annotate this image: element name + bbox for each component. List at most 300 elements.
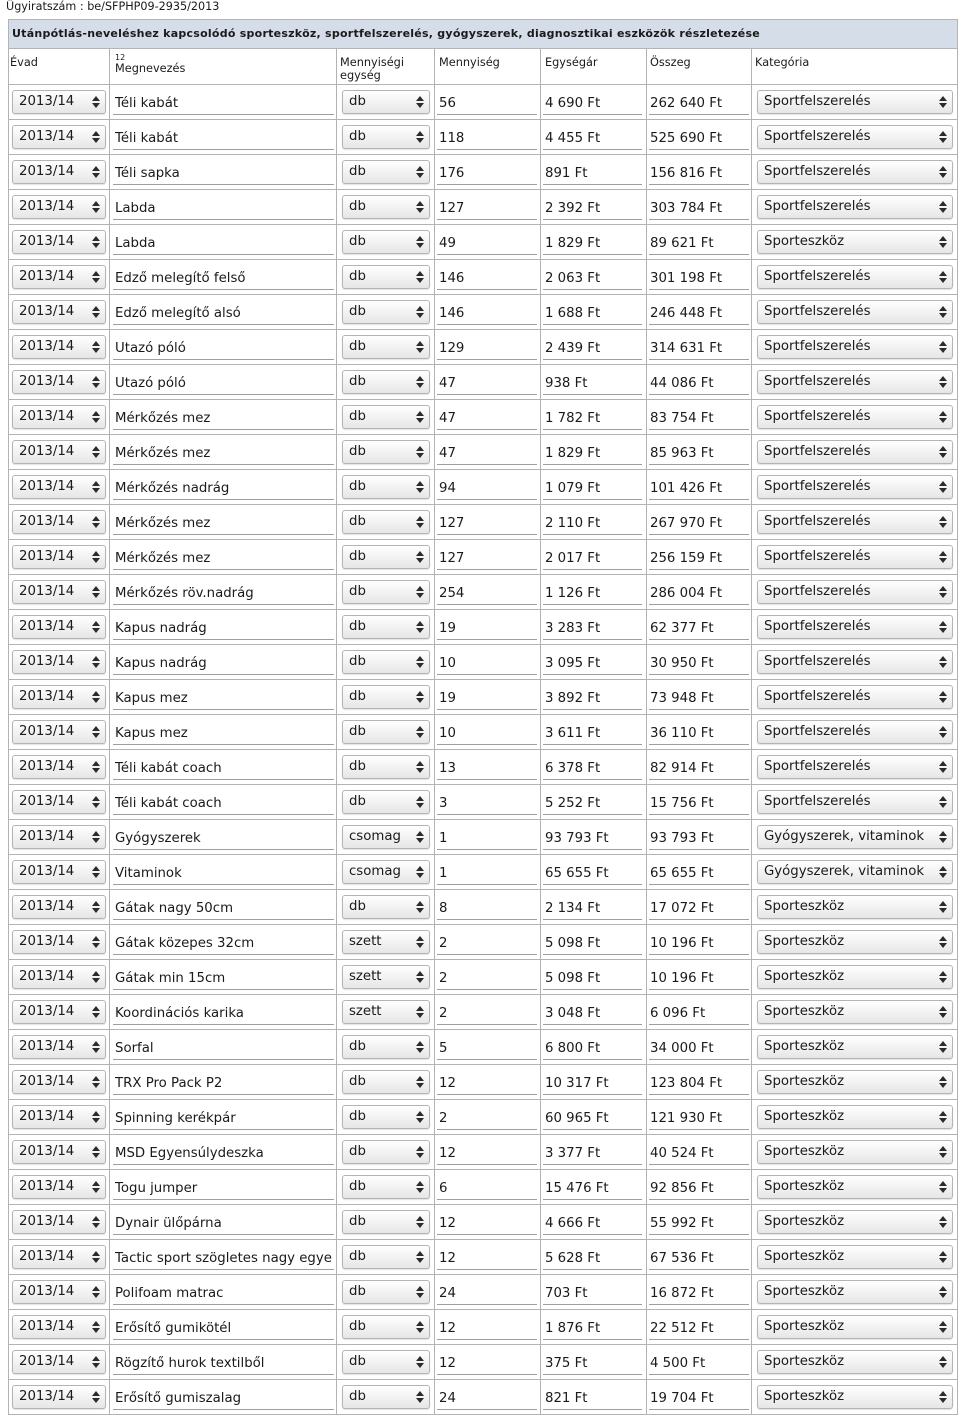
name-field[interactable]: Edző melegítő alsó xyxy=(113,303,334,325)
unit-price-field[interactable]: 2 134 Ft xyxy=(543,898,642,920)
unit-price-field[interactable]: 938 Ft xyxy=(543,373,642,395)
season-select[interactable] xyxy=(12,440,106,464)
total-field[interactable]: 22 512 Ft xyxy=(649,1318,749,1340)
season-select[interactable] xyxy=(12,370,106,394)
category-select[interactable] xyxy=(757,790,953,814)
unit-select[interactable] xyxy=(342,160,430,184)
unit-price-field[interactable]: 1 829 Ft xyxy=(543,233,642,255)
total-field[interactable]: 16 872 Ft xyxy=(649,1283,749,1305)
unit-price-field[interactable]: 93 793 Ft xyxy=(543,828,642,850)
season-select[interactable] xyxy=(12,685,106,709)
unit-select[interactable] xyxy=(342,650,430,674)
name-field[interactable]: Kapus nadrág xyxy=(113,653,334,675)
unit-select[interactable] xyxy=(342,1280,430,1304)
unit-price-field[interactable]: 2 439 Ft xyxy=(543,338,642,360)
unit-select[interactable] xyxy=(342,965,430,989)
unit-price-field[interactable]: 5 252 Ft xyxy=(543,793,642,815)
season-select[interactable] xyxy=(12,755,106,779)
season-select[interactable] xyxy=(12,265,106,289)
unit-price-cell xyxy=(541,540,647,575)
quantity-field[interactable]: 13 xyxy=(437,758,537,780)
name-field[interactable]: Téli sapka xyxy=(113,163,334,185)
name-field[interactable]: Gátak min 15cm xyxy=(113,968,334,990)
season-select[interactable] xyxy=(12,300,106,324)
unit-price-field[interactable]: 5 628 Ft xyxy=(543,1248,642,1270)
unit-select[interactable] xyxy=(342,895,430,919)
category-select[interactable] xyxy=(757,545,953,569)
quantity-field[interactable]: 12 xyxy=(437,1353,537,1375)
name-field[interactable]: Labda xyxy=(113,198,334,220)
season-select[interactable] xyxy=(12,1315,106,1339)
name-field[interactable]: Utazó póló xyxy=(113,338,334,360)
season-select[interactable] xyxy=(12,510,106,534)
up-down-arrows-icon-glyph xyxy=(939,1251,947,1263)
category-select[interactable] xyxy=(757,685,953,709)
category-select[interactable] xyxy=(757,1000,953,1024)
quantity-field[interactable]: 254 xyxy=(437,583,537,605)
season-select[interactable] xyxy=(12,195,106,219)
up-down-arrows-icon xyxy=(92,1356,100,1368)
season-select-value: 2013/14 xyxy=(19,1004,75,1019)
season-select[interactable] xyxy=(12,720,106,744)
unit-select[interactable] xyxy=(342,1350,430,1374)
name-field[interactable]: Mérkőzés röv.nadrág xyxy=(113,583,334,605)
total-field[interactable]: 156 816 Ft xyxy=(649,163,749,185)
unit-price-field[interactable]: 1 829 Ft xyxy=(543,443,642,465)
unit-price-field[interactable]: 3 048 Ft xyxy=(543,1003,642,1025)
total-field[interactable]: 256 159 Ft xyxy=(649,548,749,570)
unit-select[interactable] xyxy=(342,335,430,359)
category-select[interactable] xyxy=(757,1210,953,1234)
unit-select[interactable] xyxy=(342,1105,430,1129)
total-field[interactable]: 89 621 Ft xyxy=(649,233,749,255)
name-field[interactable]: Erősítő gumiszalag xyxy=(113,1388,334,1410)
total-field[interactable]: 67 536 Ft xyxy=(649,1248,749,1270)
name-field[interactable]: Sorfal xyxy=(113,1038,334,1060)
unit-select[interactable] xyxy=(342,1175,430,1199)
category-cell xyxy=(752,855,958,890)
unit-price-field[interactable]: 5 098 Ft xyxy=(543,968,642,990)
unit-select[interactable] xyxy=(342,405,430,429)
name-cell xyxy=(110,1275,337,1310)
quantity-field[interactable]: 19 xyxy=(437,688,537,710)
category-select[interactable] xyxy=(757,405,953,429)
season-select[interactable] xyxy=(12,1000,106,1024)
unit-price-field[interactable]: 891 Ft xyxy=(543,163,642,185)
unit-select[interactable] xyxy=(342,1000,430,1024)
category-cell xyxy=(752,400,958,435)
quantity-field[interactable]: 10 xyxy=(437,653,537,675)
season-select[interactable] xyxy=(12,160,106,184)
quantity-field[interactable]: 1 xyxy=(437,863,537,885)
unit-select[interactable] xyxy=(342,265,430,289)
unit-select[interactable] xyxy=(342,790,430,814)
season-select-value: 2013/14 xyxy=(19,1074,75,1089)
total-field[interactable]: 93 793 Ft xyxy=(649,828,749,850)
unit-select[interactable] xyxy=(342,300,430,324)
quantity-field[interactable]: 5 xyxy=(437,1038,537,1060)
unit-price-field[interactable]: 3 892 Ft xyxy=(543,688,642,710)
name-field[interactable]: Mérkőzés mez xyxy=(113,408,334,430)
up-down-arrows-icon-glyph xyxy=(92,1391,100,1403)
total-field[interactable]: 40 524 Ft xyxy=(649,1143,749,1165)
unit-price-field[interactable]: 1 079 Ft xyxy=(543,478,642,500)
name-field[interactable]: Togu jumper xyxy=(113,1178,334,1200)
unit-price-field[interactable]: 4 690 Ft xyxy=(543,93,642,115)
total-field[interactable]: 123 804 Ft xyxy=(649,1073,749,1095)
unit-select[interactable] xyxy=(342,475,430,499)
unit-select[interactable] xyxy=(342,440,430,464)
quantity-field[interactable]: 3 xyxy=(437,793,537,815)
unit-select[interactable] xyxy=(342,195,430,219)
category-select[interactable] xyxy=(757,370,953,394)
up-down-arrows-icon xyxy=(92,1006,100,1018)
quantity-field[interactable]: 6 xyxy=(437,1178,537,1200)
name-field[interactable]: Téli kabát coach xyxy=(113,793,334,815)
unit-select[interactable] xyxy=(342,125,430,149)
category-select[interactable] xyxy=(757,1315,953,1339)
total-field[interactable]: 267 970 Ft xyxy=(649,513,749,535)
quantity-field[interactable]: 12 xyxy=(437,1248,537,1270)
season-select[interactable] xyxy=(12,125,106,149)
quantity-field[interactable]: 127 xyxy=(437,198,537,220)
table-row xyxy=(8,960,958,995)
quantity-field[interactable]: 10 xyxy=(437,723,537,745)
unit-select-value: db xyxy=(349,1249,366,1264)
quantity-field[interactable]: 12 xyxy=(437,1213,537,1235)
unit-price-field[interactable]: 15 476 Ft xyxy=(543,1178,642,1200)
category-select[interactable] xyxy=(757,1070,953,1094)
quantity-field[interactable]: 176 xyxy=(437,163,537,185)
up-down-arrows-icon-glyph xyxy=(416,96,424,108)
quantity-field[interactable]: 94 xyxy=(437,478,537,500)
total-field[interactable]: 34 000 Ft xyxy=(649,1038,749,1060)
name-field[interactable]: Gátak nagy 50cm xyxy=(113,898,334,920)
season-select[interactable] xyxy=(12,615,106,639)
unit-price-field[interactable]: 1 126 Ft xyxy=(543,583,642,605)
category-select[interactable] xyxy=(757,825,953,849)
total-field[interactable]: 6 096 Ft xyxy=(649,1003,749,1025)
category-select[interactable] xyxy=(757,335,953,359)
category-select[interactable] xyxy=(757,1175,953,1199)
category-select[interactable] xyxy=(757,265,953,289)
total-field[interactable]: 286 004 Ft xyxy=(649,583,749,605)
season-select[interactable] xyxy=(12,790,106,814)
season-select[interactable] xyxy=(12,1245,106,1269)
quantity-field[interactable]: 49 xyxy=(437,233,537,255)
total-field[interactable]: 246 448 Ft xyxy=(649,303,749,325)
unit-select[interactable] xyxy=(342,1070,430,1094)
name-field[interactable]: Mérkőzés nadrág xyxy=(113,478,334,500)
up-down-arrows-icon xyxy=(416,971,424,983)
quantity-cell xyxy=(435,1170,541,1205)
unit-price-cell xyxy=(541,785,647,820)
total-field[interactable]: 525 690 Ft xyxy=(649,128,749,150)
unit-price-field[interactable]: 10 317 Ft xyxy=(543,1073,642,1095)
quantity-cell xyxy=(435,960,541,995)
total-field[interactable]: 314 631 Ft xyxy=(649,338,749,360)
quantity-field[interactable]: 118 xyxy=(437,128,537,150)
season-select[interactable] xyxy=(12,405,106,429)
total-field[interactable]: 301 198 Ft xyxy=(649,268,749,290)
category-select[interactable] xyxy=(757,1245,953,1269)
unit-select[interactable] xyxy=(342,615,430,639)
category-select[interactable] xyxy=(757,195,953,219)
unit-select[interactable] xyxy=(342,930,430,954)
total-field[interactable]: 62 377 Ft xyxy=(649,618,749,640)
total-field[interactable]: 55 992 Ft xyxy=(649,1213,749,1235)
unit-price-field[interactable]: 375 Ft xyxy=(543,1353,642,1375)
unit-select[interactable] xyxy=(342,1315,430,1339)
name-field[interactable]: Mérkőzés mez xyxy=(113,513,334,535)
season-select[interactable] xyxy=(12,90,106,114)
unit-select[interactable] xyxy=(342,510,430,534)
name-field[interactable]: Gátak közepes 32cm xyxy=(113,933,334,955)
total-field[interactable]: 262 640 Ft xyxy=(649,93,749,115)
unit-select[interactable] xyxy=(342,825,430,849)
unit-price-field[interactable]: 3 283 Ft xyxy=(543,618,642,640)
total-field[interactable]: 82 914 Ft xyxy=(649,758,749,780)
unit-select[interactable] xyxy=(342,860,430,884)
name-field[interactable]: Koordinációs karika xyxy=(113,1003,334,1025)
quantity-field[interactable]: 2 xyxy=(437,1003,537,1025)
category-cell xyxy=(752,295,958,330)
total-field[interactable]: 4 500 Ft xyxy=(649,1353,749,1375)
season-select[interactable] xyxy=(12,1070,106,1094)
total-field[interactable]: 10 196 Ft xyxy=(649,933,749,955)
unit-select[interactable] xyxy=(342,720,430,744)
category-select[interactable] xyxy=(757,720,953,744)
unit-price-field[interactable]: 1 782 Ft xyxy=(543,408,642,430)
unit-select[interactable] xyxy=(342,90,430,114)
quantity-field[interactable]: 146 xyxy=(437,303,537,325)
season-select[interactable] xyxy=(12,1140,106,1164)
quantity-field[interactable]: 127 xyxy=(437,548,537,570)
name-field[interactable]: Spinning kerékpár xyxy=(113,1108,334,1130)
season-select[interactable] xyxy=(12,475,106,499)
quantity-field[interactable]: 2 xyxy=(437,968,537,990)
name-field[interactable]: MSD Egyensúlydeszka xyxy=(113,1143,334,1165)
season-select[interactable] xyxy=(12,1210,106,1234)
unit-select[interactable] xyxy=(342,1035,430,1059)
category-select[interactable] xyxy=(757,125,953,149)
unit-select[interactable] xyxy=(342,230,430,254)
unit-price-field[interactable]: 5 098 Ft xyxy=(543,933,642,955)
total-field[interactable]: 92 856 Ft xyxy=(649,1178,749,1200)
total-cell xyxy=(647,365,752,400)
name-field[interactable]: Rögzítő hurok textilből xyxy=(113,1353,334,1375)
unit-select[interactable] xyxy=(342,685,430,709)
total-field[interactable]: 85 963 Ft xyxy=(649,443,749,465)
unit-price-field[interactable]: 60 965 Ft xyxy=(543,1108,642,1130)
quantity-field[interactable]: 8 xyxy=(437,898,537,920)
total-field[interactable]: 303 784 Ft xyxy=(649,198,749,220)
name-field[interactable]: Labda xyxy=(113,233,334,255)
unit-select[interactable] xyxy=(342,545,430,569)
unit-cell xyxy=(337,575,435,610)
total-field[interactable]: 15 756 Ft xyxy=(649,793,749,815)
season-select[interactable] xyxy=(12,335,106,359)
unit-price-field[interactable]: 6 378 Ft xyxy=(543,758,642,780)
name-field[interactable]: Kapus mez xyxy=(113,688,334,710)
category-select[interactable] xyxy=(757,755,953,779)
quantity-field[interactable]: 47 xyxy=(437,373,537,395)
category-select[interactable] xyxy=(757,615,953,639)
name-field[interactable]: Téli kabát xyxy=(113,93,334,115)
quantity-cell xyxy=(435,1275,541,1310)
quantity-field[interactable]: 12 xyxy=(437,1073,537,1095)
name-field[interactable]: Mérkőzés mez xyxy=(113,443,334,465)
category-select[interactable] xyxy=(757,440,953,464)
season-select[interactable] xyxy=(12,545,106,569)
name-field[interactable]: Vitaminok xyxy=(113,863,334,885)
category-select-value: Sportfelszerelés xyxy=(764,444,871,459)
total-field[interactable]: 44 086 Ft xyxy=(649,373,749,395)
unit-select[interactable] xyxy=(342,370,430,394)
season-select[interactable] xyxy=(12,650,106,674)
unit-price-field[interactable]: 703 Ft xyxy=(543,1283,642,1305)
unit-select[interactable] xyxy=(342,1210,430,1234)
up-down-arrows-icon-glyph xyxy=(939,446,947,458)
total-field[interactable]: 10 196 Ft xyxy=(649,968,749,990)
up-down-arrows-icon xyxy=(416,761,424,773)
season-select[interactable] xyxy=(12,1385,106,1409)
quantity-field[interactable]: 19 xyxy=(437,618,537,640)
unit-price-field[interactable]: 65 655 Ft xyxy=(543,863,642,885)
unit-select[interactable] xyxy=(342,755,430,779)
total-field[interactable]: 36 110 Ft xyxy=(649,723,749,745)
quantity-field[interactable]: 12 xyxy=(437,1318,537,1340)
category-select[interactable] xyxy=(757,475,953,499)
name-field[interactable]: Gyógyszerek xyxy=(113,828,334,850)
up-down-arrows-icon xyxy=(939,306,947,318)
total-field[interactable]: 30 950 Ft xyxy=(649,653,749,675)
season-select[interactable] xyxy=(12,965,106,989)
unit-price-field[interactable]: 2 392 Ft xyxy=(543,198,642,220)
unit-price-field[interactable]: 3 611 Ft xyxy=(543,723,642,745)
name-field[interactable]: Mérkőzés mez xyxy=(113,548,334,570)
total-field[interactable]: 19 704 Ft xyxy=(649,1388,749,1410)
name-field[interactable]: TRX Pro Pack P2 xyxy=(113,1073,334,1095)
quantity-field[interactable]: 146 xyxy=(437,268,537,290)
unit-price-field[interactable]: 3 095 Ft xyxy=(543,653,642,675)
season-select[interactable] xyxy=(12,825,106,849)
quantity-field[interactable]: 24 xyxy=(437,1283,537,1305)
quantity-field[interactable]: 1 xyxy=(437,828,537,850)
name-field[interactable]: Edző melegítő felső xyxy=(113,268,334,290)
name-field[interactable]: Kapus mez xyxy=(113,723,334,745)
unit-price-field[interactable]: 3 377 Ft xyxy=(543,1143,642,1165)
name-field[interactable]: Polifoam matrac xyxy=(113,1283,334,1305)
category-select[interactable] xyxy=(757,300,953,324)
name-field[interactable]: Kapus nadrág xyxy=(113,618,334,640)
season-select[interactable] xyxy=(12,1175,106,1199)
season-select[interactable] xyxy=(12,1105,106,1129)
category-select[interactable] xyxy=(757,860,953,884)
season-select[interactable] xyxy=(12,930,106,954)
season-select[interactable] xyxy=(12,860,106,884)
category-select[interactable] xyxy=(757,1140,953,1164)
quantity-field[interactable]: 56 xyxy=(437,93,537,115)
unit-select[interactable] xyxy=(342,580,430,604)
category-select[interactable] xyxy=(757,1035,953,1059)
up-down-arrows-icon-glyph xyxy=(92,1356,100,1368)
up-down-arrows-icon xyxy=(416,831,424,843)
season-select[interactable] xyxy=(12,895,106,919)
name-cell xyxy=(110,890,337,925)
total-field[interactable]: 65 655 Ft xyxy=(649,863,749,885)
unit-select[interactable] xyxy=(342,1140,430,1164)
name-field[interactable]: Téli kabát coach xyxy=(113,758,334,780)
season-select[interactable] xyxy=(12,580,106,604)
quantity-field[interactable]: 2 xyxy=(437,1108,537,1130)
unit-price-field[interactable]: 1 876 Ft xyxy=(543,1318,642,1340)
name-field[interactable]: Utazó póló xyxy=(113,373,334,395)
season-cell xyxy=(8,715,110,750)
category-select[interactable] xyxy=(757,1350,953,1374)
category-select[interactable] xyxy=(757,160,953,184)
category-select[interactable] xyxy=(757,965,953,989)
unit-price-field[interactable]: 2 110 Ft xyxy=(543,513,642,535)
category-select[interactable] xyxy=(757,580,953,604)
category-select[interactable] xyxy=(757,930,953,954)
total-field[interactable]: 83 754 Ft xyxy=(649,408,749,430)
unit-price-field[interactable]: 4 455 Ft xyxy=(543,128,642,150)
category-select[interactable] xyxy=(757,895,953,919)
category-select[interactable] xyxy=(757,1280,953,1304)
category-select[interactable] xyxy=(757,1105,953,1129)
name-field[interactable]: Téli kabát xyxy=(113,128,334,150)
unit-price-field[interactable]: 4 666 Ft xyxy=(543,1213,642,1235)
name-field[interactable]: Dynair ülőpárna xyxy=(113,1213,334,1235)
season-select[interactable] xyxy=(12,230,106,254)
quantity-field[interactable]: 47 xyxy=(437,443,537,465)
quantity-field[interactable]: 47 xyxy=(437,408,537,430)
unit-price-field[interactable]: 6 800 Ft xyxy=(543,1038,642,1060)
unit-price-field[interactable]: 821 Ft xyxy=(543,1388,642,1410)
season-select[interactable] xyxy=(12,1350,106,1374)
quantity-field[interactable]: 2 xyxy=(437,933,537,955)
category-select[interactable] xyxy=(757,90,953,114)
category-select[interactable] xyxy=(757,1385,953,1409)
total-field[interactable]: 17 072 Ft xyxy=(649,898,749,920)
category-select[interactable] xyxy=(757,230,953,254)
total-field[interactable]: 121 930 Ft xyxy=(649,1108,749,1130)
name-field[interactable]: Tactic sport szögletes nagy egye xyxy=(113,1248,334,1270)
unit-select[interactable] xyxy=(342,1245,430,1269)
season-select[interactable] xyxy=(12,1280,106,1304)
unit-price-field[interactable]: 1 688 Ft xyxy=(543,303,642,325)
total-field[interactable]: 101 426 Ft xyxy=(649,478,749,500)
total-field[interactable]: 73 948 Ft xyxy=(649,688,749,710)
category-select[interactable] xyxy=(757,510,953,534)
up-down-arrows-icon-glyph xyxy=(416,796,424,808)
quantity-field[interactable]: 24 xyxy=(437,1388,537,1410)
unit-select[interactable] xyxy=(342,1385,430,1409)
up-down-arrows-icon-glyph xyxy=(92,936,100,948)
unit-price-field[interactable]: 2 017 Ft xyxy=(543,548,642,570)
quantity-cell xyxy=(435,1345,541,1380)
up-down-arrows-icon-glyph xyxy=(92,796,100,808)
unit-price-field[interactable]: 2 063 Ft xyxy=(543,268,642,290)
season-select[interactable] xyxy=(12,1035,106,1059)
quantity-field[interactable]: 129 xyxy=(437,338,537,360)
quantity-field[interactable]: 12 xyxy=(437,1143,537,1165)
name-field[interactable]: Erősítő gumikötél xyxy=(113,1318,334,1340)
quantity-field[interactable]: 127 xyxy=(437,513,537,535)
unit-cell xyxy=(337,85,435,120)
category-select[interactable] xyxy=(757,650,953,674)
